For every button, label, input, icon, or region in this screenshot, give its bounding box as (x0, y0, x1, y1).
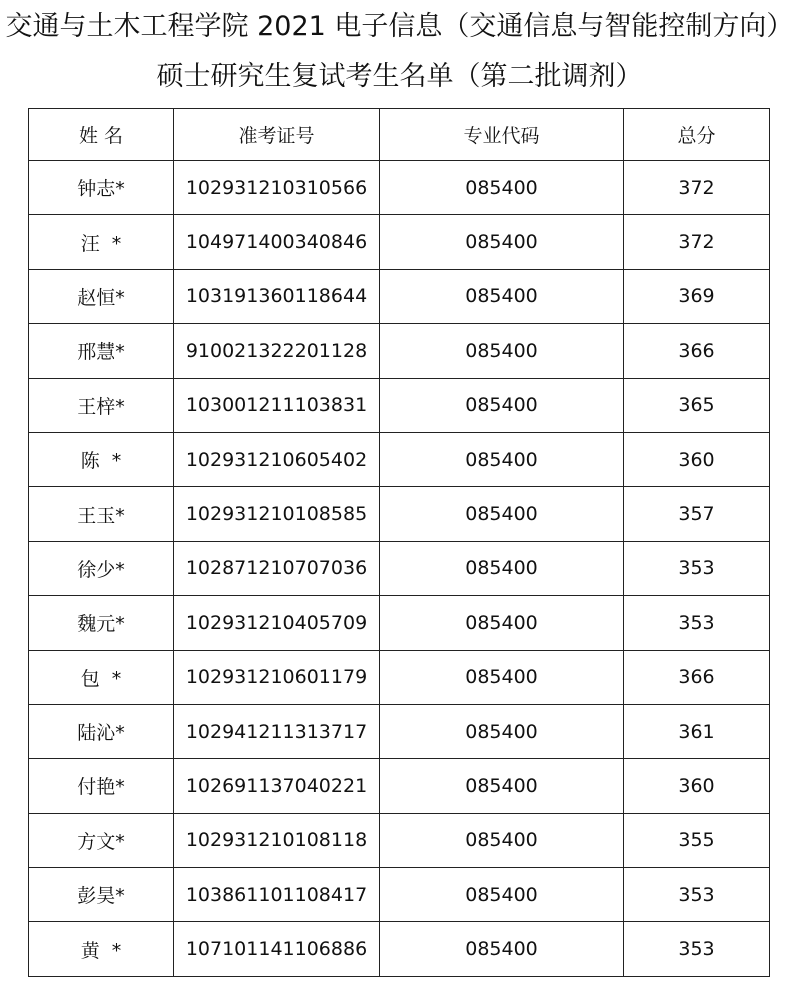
cell-exam-id: 102931210108118 (174, 813, 380, 867)
cell-total-score: 357 (624, 487, 770, 541)
cell-total-score: 360 (624, 432, 770, 486)
cell-exam-id: 103191360118644 (174, 269, 380, 323)
cell-exam-id: 102871210707036 (174, 541, 380, 595)
cell-major-code: 085400 (380, 541, 624, 595)
table-row (29, 324, 770, 378)
table-row (29, 269, 770, 323)
cell-total-score: 366 (624, 650, 770, 704)
cell-name: 汪 * (29, 215, 174, 269)
cell-total-score: 369 (624, 269, 770, 323)
cell-name: 徐少* (29, 541, 174, 595)
cell-name: 方文* (29, 813, 174, 867)
table-header-row (29, 109, 770, 161)
cell-name: 陆沁* (29, 704, 174, 758)
cell-major-code: 085400 (380, 432, 624, 486)
cell-major-code: 085400 (380, 378, 624, 432)
cell-exam-id: 102931210601179 (174, 650, 380, 704)
cell-major-code: 085400 (380, 596, 624, 650)
cell-name: 黄 * (29, 922, 174, 976)
document-title: 交通与土木工程学院 2021 电子信息（交通信息与智能控制方向） (5, 11, 794, 42)
cell-total-score: 365 (624, 378, 770, 432)
table-row (29, 868, 770, 922)
cell-major-code: 085400 (380, 650, 624, 704)
cell-exam-id: 103001211103831 (174, 378, 380, 432)
table-row (29, 596, 770, 650)
cell-total-score: 366 (624, 324, 770, 378)
cell-major-code: 085400 (380, 487, 624, 541)
cell-major-code: 085400 (380, 813, 624, 867)
cell-major-code: 085400 (380, 759, 624, 813)
cell-major-code: 085400 (380, 269, 624, 323)
cell-name: 付艳* (29, 759, 174, 813)
cell-exam-id: 102691137040221 (174, 759, 380, 813)
table-row (29, 541, 770, 595)
cell-major-code: 085400 (380, 868, 624, 922)
column-header-exam-id: 准考证号 (174, 109, 380, 161)
table-row (29, 922, 770, 976)
table-row (29, 378, 770, 432)
column-header-total-score: 总分 (624, 109, 770, 161)
cell-name: 赵恒* (29, 269, 174, 323)
cell-exam-id: 107101141106886 (174, 922, 380, 976)
cell-total-score: 360 (624, 759, 770, 813)
column-header-major-code: 专业代码 (380, 109, 624, 161)
table-row (29, 432, 770, 486)
cell-exam-id: 102931210310566 (174, 161, 380, 215)
cell-name: 钟志* (29, 161, 174, 215)
cell-major-code: 085400 (380, 161, 624, 215)
cell-exam-id: 102941211313717 (174, 704, 380, 758)
cell-name: 魏元* (29, 596, 174, 650)
cell-name: 王玉* (29, 487, 174, 541)
cell-exam-id: 910021322201128 (174, 324, 380, 378)
cell-total-score: 355 (624, 813, 770, 867)
column-header-name: 姓 名 (29, 109, 174, 161)
cell-exam-id: 102931210108585 (174, 487, 380, 541)
cell-total-score: 353 (624, 922, 770, 976)
table-row (29, 813, 770, 867)
table-row (29, 650, 770, 704)
cell-name: 王梓* (29, 378, 174, 432)
cell-total-score: 353 (624, 868, 770, 922)
cell-major-code: 085400 (380, 215, 624, 269)
cell-exam-id: 102931210405709 (174, 596, 380, 650)
cell-major-code: 085400 (380, 704, 624, 758)
cell-name: 邢慧* (29, 324, 174, 378)
candidate-table (28, 108, 770, 977)
cell-total-score: 361 (624, 704, 770, 758)
cell-exam-id: 104971400340846 (174, 215, 380, 269)
cell-major-code: 085400 (380, 324, 624, 378)
cell-name: 包 * (29, 650, 174, 704)
cell-total-score: 372 (624, 215, 770, 269)
cell-exam-id: 102931210605402 (174, 432, 380, 486)
cell-name: 陈 * (29, 432, 174, 486)
document-subtitle: 硕士研究生复试考生名单（第二批调剂） (156, 61, 643, 92)
table-row (29, 215, 770, 269)
cell-total-score: 372 (624, 161, 770, 215)
cell-major-code: 085400 (380, 922, 624, 976)
cell-total-score: 353 (624, 541, 770, 595)
table-row (29, 487, 770, 541)
cell-exam-id: 103861101108417 (174, 868, 380, 922)
table-row (29, 161, 770, 215)
table-row (29, 759, 770, 813)
cell-name: 彭昊* (29, 868, 174, 922)
table-row (29, 704, 770, 758)
cell-total-score: 353 (624, 596, 770, 650)
